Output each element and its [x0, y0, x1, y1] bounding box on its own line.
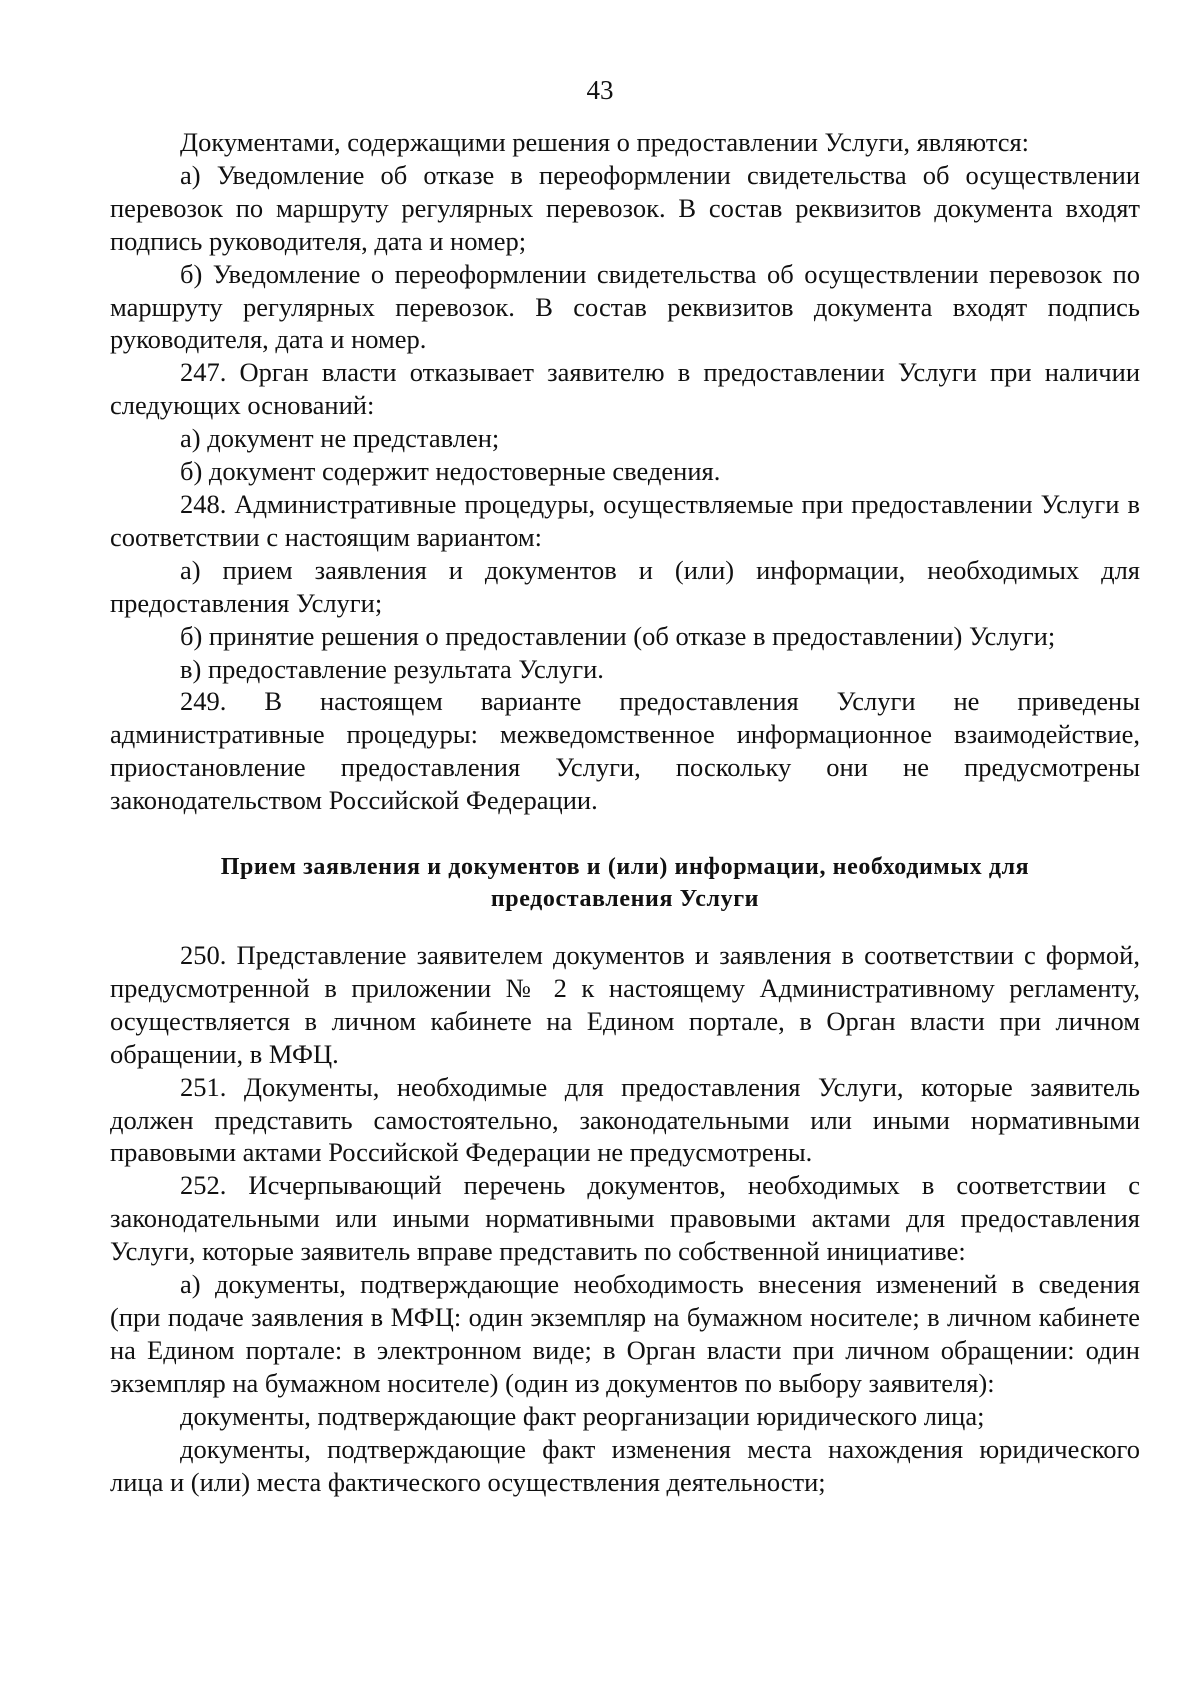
paragraph-248: 248. Административные процедуры, осуществляемые при предоставлении Услуги в соответствии с настоящим вариантом:: [110, 488, 1140, 552]
paragraph-247-a: а) документ не представлен;: [180, 423, 500, 454]
paragraph-reorganization-docs: документы, подтверждающие факт реорганизации юридического лица;: [180, 1400, 985, 1431]
paragraph-252: 252. Исчерпывающий перечень документов, необходимых в соответствии с законодательными или иными нормативными правовыми актами для предоставления Услуги, которые заявитель вправе представить по собственной инициативе:: [110, 1170, 1140, 1267]
paragraph-248-a: а) прием заявления и документов и (или) информации, необходимых для предоставления Услуги;: [110, 554, 1140, 618]
paragraph-247-b: б) документ содержит недостоверные сведения.: [180, 456, 721, 487]
page-number: 43: [586, 75, 614, 105]
paragraph-248-c: в) предоставление результата Услуги.: [180, 653, 604, 684]
paragraph-location-change-docs: документы, подтверждающие факт изменения места нахождения юридического лица и (или) места фактического осуществления деятельности;: [110, 1433, 1140, 1497]
paragraph-247: 247. Орган власти отказывает заявителю в предоставлении Услуги при наличии следующих оснований:: [110, 357, 1140, 421]
paragraph-decision-documents: Документами, содержащими решения о предоставлении Услуги, являются:: [180, 127, 1030, 157]
paragraph-decision-a: а) Уведомление об отказе в переоформлении свидетельства об осуществлении перевозок по маршруту регулярных перевозок. В состав реквизитов документа входят подпись руководителя, дата и номер;: [110, 159, 1140, 256]
paragraph-249: 249. В настоящем варианте предоставления Услуги не приведены административные процедуры: межведомственное информационное взаимодействие, приостановление предоставления Услуги, поскольку они не предусмотрены законодательством Российской Федерации.: [110, 686, 1140, 816]
paragraph-248-b: б) принятие решения о предоставлении (об отказе в предоставлении) Услуги;: [180, 620, 1056, 651]
paragraph-decision-b: б) Уведомление о переоформлении свидетельства об осуществлении перевозок по маршруту регулярных перевозок. В состав реквизитов документа входят подпись руководителя, дата и номер.: [110, 258, 1140, 355]
document-body: [110, 126, 1140, 1498]
section-heading: Прием заявления и документов и (или) информации, необходимых для предоставления Услуги: [220, 854, 1030, 913]
paragraph-251: 251. Документы, необходимые для предоставления Услуги, которые заявитель должен представить самостоятельно, законодательными или иными нормативными правовыми актами Российской Федерации не предусмотрены.: [110, 1071, 1140, 1168]
paragraph-252-a: а) документы, подтверждающие необходимость внесения изменений в сведения (при подаче заявления в МФЦ: один экземпляр на бумажном носителе; в личном кабинете на Едином портале: в электронном виде; в Орган власти при личном обращении: один экземпляр на бумажном носителе) (один из документов по выбору заявителя):: [110, 1269, 1140, 1398]
paragraph-250: 250. Представление заявителем документов и заявления в соответствии с формой, предусмотренной в приложении № 2 к настоящему Административному регламенту, осуществляется в личном кабинете на Едином портале, в Орган власти при личном обращении, в МФЦ.: [110, 940, 1140, 1069]
